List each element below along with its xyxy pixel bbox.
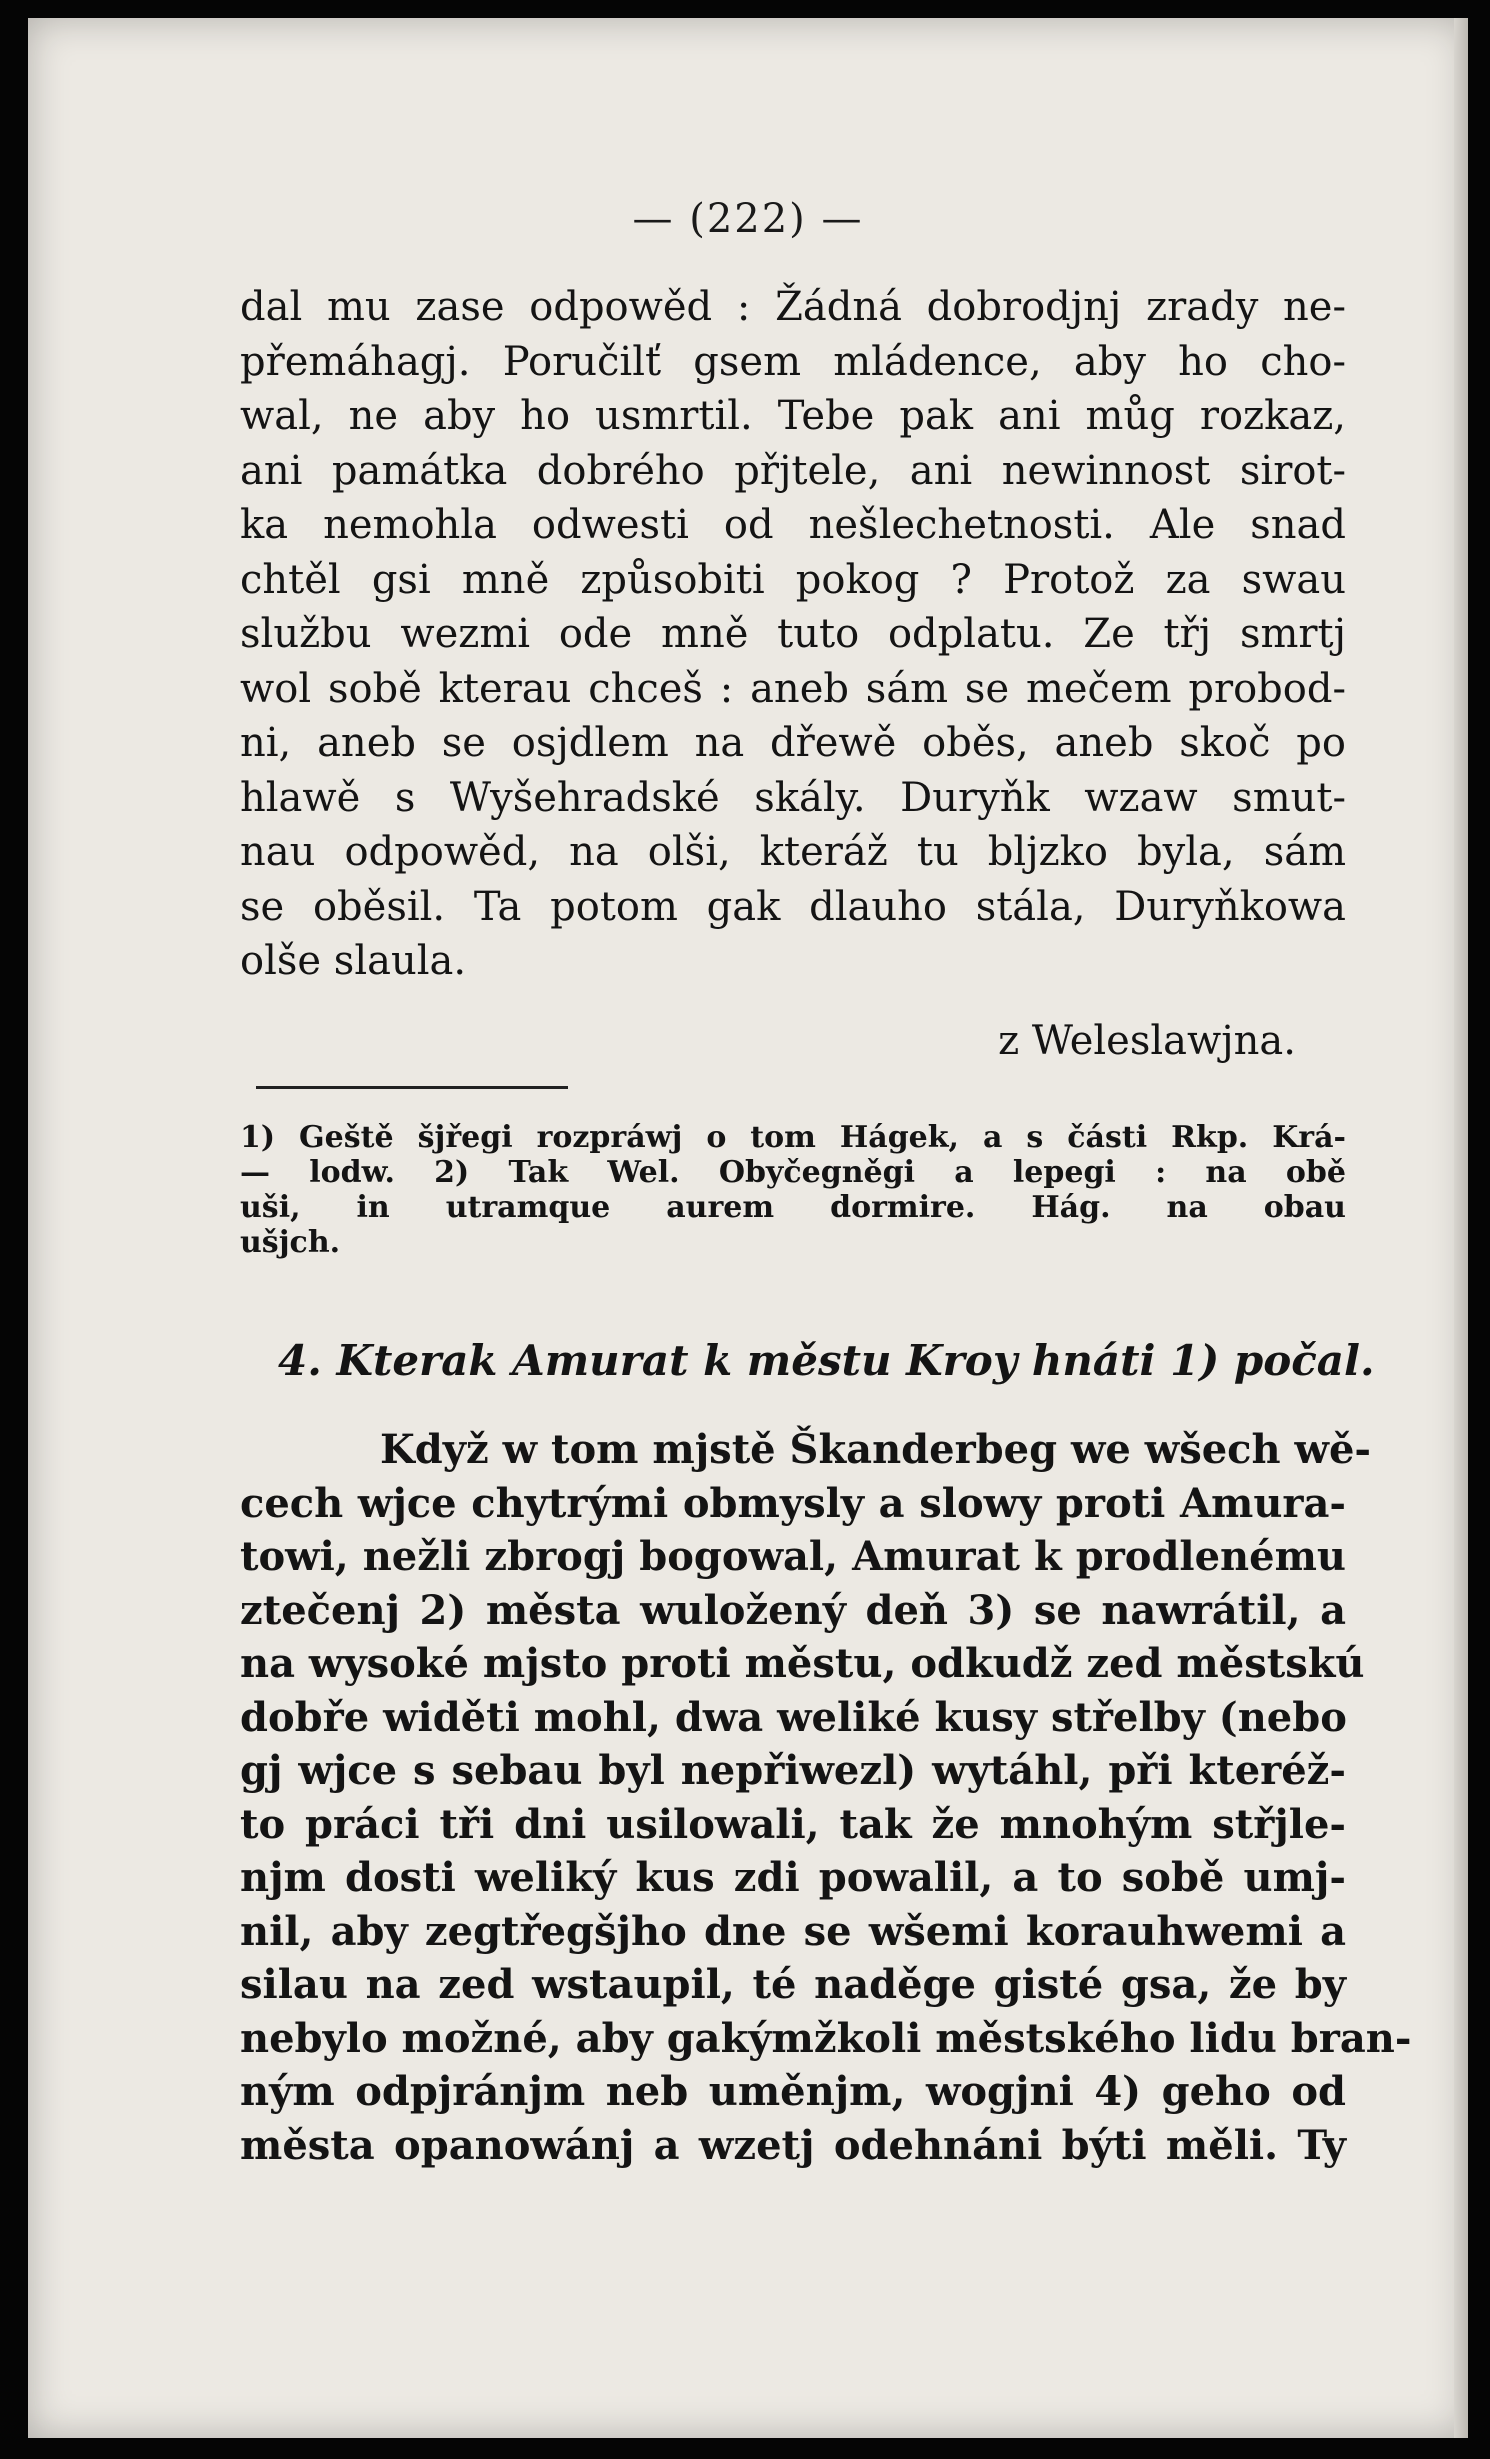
signature: z Weleslawjna. [998,1018,1296,1064]
text-line: njm dosti weliký kus zdi powalil, a to sobě umj- [240,1854,1346,1901]
text-line: nau odpowěd, na olši, kteráž tu bljzko byla, sám [240,829,1346,875]
section-heading: 4. Kterak Amurat k městu Kroy hnáti 1) počal. [278,1336,1375,1385]
text-line: nebylo možné, aby gakýmžkoli městského lidu bran- [240,2014,1412,2062]
section-text-block [240,1423,1412,2172]
book-page [28,18,1468,2438]
text-line: na wysoké mjsto proti městu, odkudž zed městskú [240,1640,1365,1687]
text-line: gj wjce s sebau byl nepřiwezl) wytáhl, při kteréž- [240,1747,1346,1794]
text-line: wol sobě kterau chceš : aneb sám se mečem probod- [240,665,1346,712]
text-line: ztečenj 2) města wuložený deň 3) se nawrátil, a [240,1586,1346,1634]
text-line: města opanowánj a wzetj odehnáni býti měli. Ty [240,2121,1346,2169]
text-line: ka nemohla odwesti od nešlechetnosti. Ale snad [240,502,1346,548]
text-line: to práci tři dni usilowali, tak že mnohým střjle- [240,1800,1346,1848]
text-line: wal, ne aby ho usmrtil. Tebe pak ani můg rozkaz, [240,393,1346,439]
page-edge [1454,18,1468,2438]
footnote-line: — lodw. 2) Tak Wel. Obyčegněgi a lepegi : na obě [240,1155,1346,1190]
text-line: službu wezmi ode mně tuto odplatu. Ze třj smrtj [240,611,1346,657]
text-line: Když w tom mjstě Škanderbeg we wšech wě- [380,1426,1372,1473]
text-line: cech wjce chytrými obmysly a slowy proti Amura- [240,1479,1346,1527]
text-line: hlawě s Wyšehradské skály. Duryňk wzaw smut- [240,774,1346,821]
text-line: ani památka dobrého přjtele, ani newinnost sirot- [240,447,1346,494]
footnote-line: uši, in utramque aurem dormire. Hág. na obau [240,1190,1346,1225]
text-line: dal mu zase odpowěd : Žádná dobrodjnj zrady ne- [240,284,1346,330]
main-text-block [240,280,1346,989]
footnote-line: 1) Geště šjřegi rozpráwj o tom Hágek, a s části Rkp. Krá- [240,1120,1346,1155]
text-line: silau na zed wstaupil, té naděge gisté gsa, že by [240,1961,1346,2008]
text-line: přemáhagj. Poručilť gsem mládence, aby ho cho- [240,338,1346,385]
text-line: olše slaula. [240,938,467,984]
text-line: chtěl gsi mně způsobiti pokog ? Protož za swau [240,556,1346,603]
text-line: ni, aneb se osjdlem na dřewě oběs, aneb skoč po [240,720,1346,766]
page-number: — (222) — [632,196,864,242]
text-line: ným odpjránjm neb uměnjm, wogjni 4) geho od [240,2068,1346,2115]
footnote-line: ušjch. [240,1225,341,1260]
text-line: dobře widěti mohl, dwa weliké kusy střelby (nebo [240,1693,1347,1741]
text-line: nil, aby zegtřegšjho dne se wšemi korauhwemi a [240,1907,1346,1955]
footnotes-block [240,1120,1346,1260]
text-line: towi, nežli zbrogj bogowal, Amurat k prodlenému [240,1533,1346,1580]
footnote-divider [256,1086,568,1089]
text-line: se oběsil. Ta potom gak dlauho stála, Duryňkowa [240,883,1346,930]
